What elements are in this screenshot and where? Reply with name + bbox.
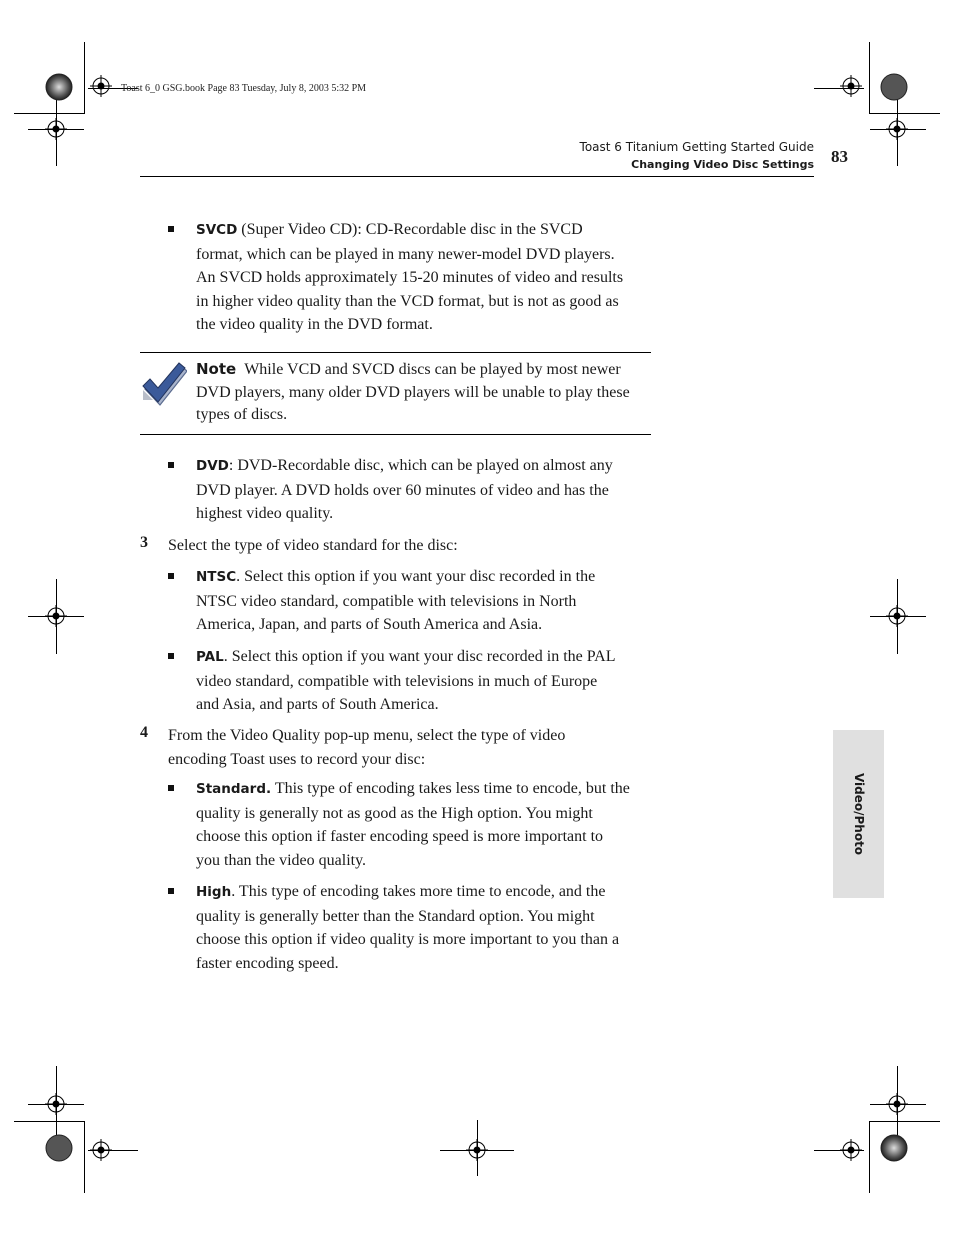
bullet-marker	[168, 226, 174, 232]
bullet-marker	[168, 573, 174, 579]
term-standard: Standard.	[196, 781, 272, 797]
term-dvd: DVD	[196, 458, 229, 474]
term-ntsc: NTSC	[196, 569, 237, 585]
list-item-svcd: SVCD (Super Video CD): CD-Recordable disc in the SVCD format, which can be played in many newer-model DVD players. An SVCD holds approximately 15-20 minutes of video and results in higher video quality than the VCD format, but is not as good as the video quality in the DVD format.	[196, 221, 624, 333]
list-item-pal: PAL. Select this option if you want your disc recorded in the PAL video standard, compatible with televisions in much of Europe and Asia, and parts of South America.	[196, 648, 616, 713]
side-tab-label: Video/Photo	[851, 772, 866, 856]
note-bottom-rule	[140, 434, 651, 435]
list-item-ntsc: NTSC. Select this option if you want your disc recorded in the NTSC video standard, compatible with televisions in North America, Japan, and parts of South America and Asia.	[196, 568, 596, 633]
step-number-3: 3	[140, 534, 148, 551]
bullet-marker	[168, 653, 174, 659]
step-number-4: 4	[140, 724, 148, 741]
header-rule	[140, 176, 814, 177]
note-body: Note While VCD and SVCD discs can be played by most newer DVD players, many older DVD players will be unable to play these types of discs.	[196, 360, 630, 423]
bullet-marker	[168, 888, 174, 894]
print-slug: Toast 6_0 GSG.book Page 83 Tuesday, July 8, 2003 5:32 PM	[121, 83, 367, 94]
term-high: High	[196, 884, 232, 900]
page-number: 83	[831, 147, 848, 166]
running-header-section: Changing Video Disc Settings	[631, 158, 814, 171]
side-tab	[833, 730, 884, 898]
note-top-rule	[140, 352, 651, 353]
checkmark-icon	[141, 360, 187, 406]
bullet-marker	[168, 462, 174, 468]
list-item-standard: Standard. This type of encoding takes less time to encode, but the quality is generally not as good as the High option. You might choose this option if faster encoding speed is more important to you than the video quality.	[196, 780, 630, 869]
step-3-text: Select the type of video standard for the disc:	[168, 537, 458, 554]
bullet-marker	[168, 785, 174, 791]
list-item-high: High. This type of encoding takes more time to encode, and the quality is generally better than the Standard option. You might choose this option if video quality is more important to you than a faster encoding speed.	[196, 883, 620, 972]
term-pal: PAL	[196, 649, 224, 665]
list-item-dvd: DVD: DVD-Recordable disc, which can be played on almost any DVD player. A DVD holds over 60 minutes of video and has the highest video quality.	[196, 457, 613, 522]
note-label: Note	[196, 360, 237, 378]
term-svcd: SVCD	[196, 222, 238, 238]
step-4-text: From the Video Quality pop-up menu, select the type of video encoding Toast uses to record your disc:	[168, 727, 566, 768]
running-header-title: Toast 6 Titanium Getting Started Guide	[579, 140, 814, 154]
